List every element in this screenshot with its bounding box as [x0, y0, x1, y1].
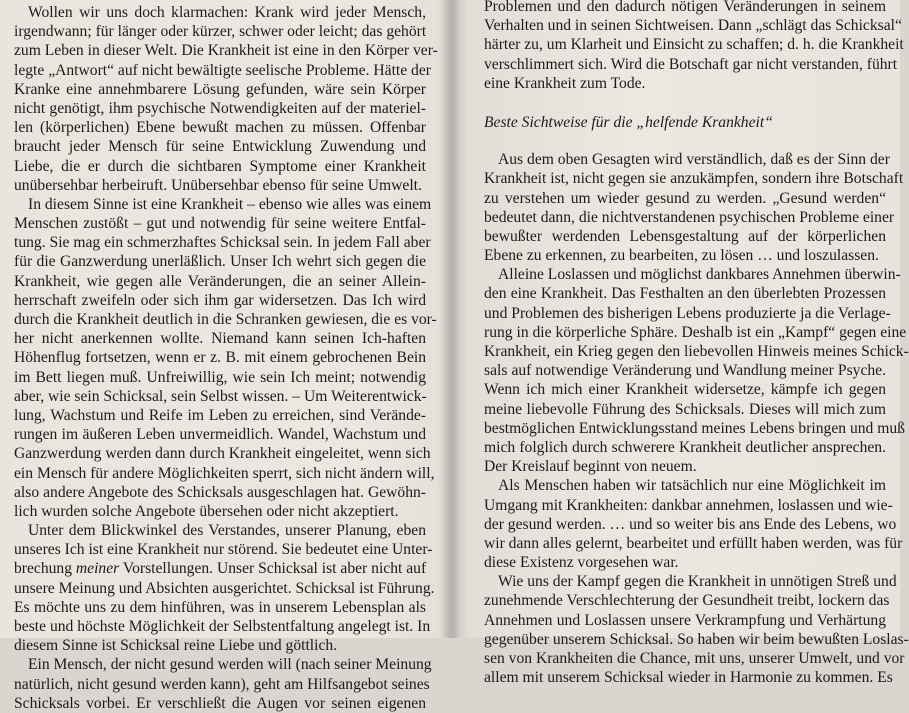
text-line: verschlimmert sich. Wird die Botschaft gar nicht verstanden, führt — [484, 55, 898, 73]
text-line: Ganzwerdung werden dann durch Krankheit eingeleitet, wenn sich — [14, 445, 431, 463]
text-line: tung. Sie mag ein schmerzhaftes Schicksal sein. In jedem Fall aber — [14, 234, 431, 252]
text-line: und Problemen des bisherigen Lebens produzierte ja die Verlage- — [484, 304, 891, 322]
text-line: Menschen zustößt – gut und notwendig für seine weitere Entfal- — [14, 215, 426, 233]
book-gutter — [438, 0, 460, 638]
text-line: aber, wie sein Schicksal, sein Selbst wissen. – Um Weiterentwick- — [14, 387, 427, 405]
text-line: Wollen wir uns doch klarmachen: Krank wird jeder Mensch, — [28, 4, 426, 21]
text-line: bedeutet dann, die nichtverstandenen psychischen Probleme einer — [484, 208, 895, 226]
text-line: unsere Meinung und Absichten ausgerichtet. Schicksal ist Führung. — [14, 579, 435, 597]
text-line: Krankheit, ein Krieg gegen den liebevollen Hinweis meines Schick- — [484, 343, 909, 360]
text-line: allem mit unserem Schicksal wieder in Harmonie zu kommen. Es — [484, 669, 893, 687]
text-line: Liebe, die er durch die sichtbaren Symptome einer Krankheit — [14, 157, 426, 175]
right-page-text-top — [484, 0, 904, 93]
text-line: legte „Antwort“ auf nicht bewältigte seelische Probleme. Hätte der — [14, 61, 431, 79]
text-line: her nicht anerkennen wollte. Niemand kann seinen Ich-haften — [14, 330, 426, 348]
text-line: rungen im äußeren Leben unvermeidlich. Wandel, Wachstum und — [14, 426, 426, 444]
text-line: Es möchte uns zu dem hinführen, was in unserem Lebensplan als — [14, 598, 426, 616]
text-line: Annehmen und Loslassen unsere Verkrampfung und Verhärtung — [484, 611, 886, 629]
left-page — [14, 0, 438, 712]
text-line: Höhenflug fortsetzen, wenn er z. B. mit einem gebrochenen Bein — [14, 349, 426, 367]
text-line: Verhalten und in seinen Sichtweisen. Dann „schlägt das Schicksal“ — [484, 17, 902, 35]
text-line: zu verstehen um wieder gesund zu werden. „Gesund werden“ — [484, 189, 886, 207]
text-line: len (körperlichen) Ebene bewußt machen zu müssen. Offenbar — [14, 119, 426, 137]
text-line: Ein Mensch, der nicht gesund werden will (nach seiner Meinung — [28, 656, 432, 674]
text-line: Schicksals vorbei. Er verschließt die Augen vor seinen eigenen — [14, 694, 426, 712]
text-line: unübersehbar herbeiruft. Unübersehbar ebenso für seine Umwelt. — [14, 176, 422, 194]
text-line: für die Ganzwerdung unerläßlich. Unser Ich wehrt sich gegen die — [14, 253, 426, 271]
text-line: Aus dem oben Gesagten wird verständlich, daß es der Sinn der — [498, 151, 890, 169]
text-line: zum Leben in dieser Welt. Die Krankheit ist eine in den Körper ver- — [14, 42, 438, 60]
text-line: rung in die körperliche Sphäre. Deshalb ist ein „Kampf“ gegen eine — [484, 323, 907, 341]
text-line: In diesem Sinne ist eine Krankheit – ebenso wie alles was einem — [28, 195, 432, 213]
text-line: Unter dem Blickwinkel des Verstandes, unserer Planung, eben — [28, 522, 426, 540]
text-line: durch die Krankheit deutlich in die Schranken gewiesen, die es vor- — [14, 311, 437, 328]
text-line: natürlich, nicht gesund werden kann), geht am Hilfsangebot seines — [14, 675, 430, 693]
text-line: nicht genötigt, ihm psychische Notwendigkeiten auf der materiel- — [14, 99, 426, 117]
text-fragment: Vorstellungen. Unser Schicksal ist aber nicht auf — [119, 560, 427, 578]
text-line: meine liebevolle Führung des Schicksals. Dieses will mich zum — [484, 400, 886, 418]
text-line: eine Krankheit zum Tode. — [484, 74, 646, 92]
right-page — [484, 0, 909, 687]
text-line: braucht jeder Mensch für seine Entwicklung Zuwendung und — [14, 138, 426, 156]
right-page-text-bottom — [484, 150, 909, 687]
emphasized-word: meiner — [75, 560, 120, 578]
left-page-text — [14, 0, 438, 713]
text-line: Alleine Loslassen und möglichst dankbares Annehmen überwin- — [498, 266, 901, 284]
text-line: gegenüber unserem Schicksal. So haben wir beim bewußten Loslas- — [484, 630, 909, 648]
text-line: bestmöglichen Entwicklungsstand meines Lebens bringen und muß — [484, 419, 905, 437]
section-heading: Beste Sichtweise für die „helfende Krankheit“ — [484, 113, 773, 131]
text-line: bewußter werdenden Lebensgestaltung auf der körperlichen — [484, 227, 886, 245]
text-line: zunehmende Verschlechterung der Gesundheit treibt, lockern das — [484, 592, 890, 610]
text-line: sals auf notwendige Veränderung und Wandlung meiner Psyche. — [484, 362, 886, 380]
text-line: Umgang mit Krankheiten: dankbar annehmen, loslassen und wie- — [484, 496, 893, 514]
text-line: Problemen und den dadurch nötigen Veränderungen in seinem — [484, 0, 886, 15]
text-line: irgendwann; für länger oder kürzer, schwer oder leicht; das gehört — [14, 23, 427, 41]
text-line: diese Existenz vorgesehen war. — [484, 554, 679, 572]
text-line: beste und höchste Möglichkeit der Selbstentfaltung angelegt ist. In — [14, 618, 431, 635]
text-line: im Bett liegen muß. Unfreiwillig, wie sein Ich meint; notwendig — [14, 368, 426, 386]
text-line: also andere Angebote des Schicksals ausgeschlagen hat. Gewöhn- — [14, 483, 426, 501]
text-fragment: brechung — [14, 560, 76, 578]
text-line: härter zu, um Klarheit und Einsicht zu schaffen; d. h. die Krankheit — [484, 36, 904, 54]
text-line: herrschaft zweifeln oder sich ihm gar widersetzen. Das Ich wird — [14, 291, 426, 309]
text-line: Wie uns der Kampf gegen die Krankheit in unnötigen Streß und — [498, 573, 897, 591]
text-line: lung, Wachstum und Reife im Leben zu erreichen, sind Verände- — [14, 406, 426, 424]
text-line: der gesund werden. … und so weiter bis ans Ende des Lebens, wo — [484, 515, 897, 533]
text-line: wir dann alles gelernt, bearbeitet und erfüllt haben werden, was für — [484, 534, 903, 552]
text-line: sen von Krankheiten die Chance, mit uns, unserer Umwelt, und vor — [484, 650, 905, 667]
text-line: Krankheit, wie gegen alle Veränderungen, die an seiner Allein- — [14, 272, 426, 290]
text-line: diesem Sinne ist Schicksal reine Liebe und göttlich. — [14, 637, 338, 655]
text-line: Der Kreislauf beginnt von neuem. — [484, 458, 697, 476]
text-line: lich wurden solche Angebote übersehen oder nicht akzeptiert. — [14, 502, 399, 520]
text-line: Wenn ich mich einer Krankheit widersetze, kämpfe ich gegen — [484, 381, 886, 399]
text-line: Kranke eine annehmbarere Lösung gefunden, wäre sein Körper — [14, 80, 426, 98]
text-line: Als Menschen haben wir tatsächlich nur eine Möglichkeit im — [498, 477, 886, 495]
text-line: mich folglich durch schwerere Krankheit deutlicher ansprechen. — [484, 438, 886, 456]
text-line — [14, 559, 426, 578]
text-line: den eine Krankheit. Das Festhalten an den überlebten Prozessen — [484, 285, 886, 303]
text-line: Ebene zu erkennen, zu bearbeiten, zu lösen … und loszulassen. — [484, 247, 879, 265]
text-line: unseres Ich ist eine Krankheit nur störend. Sie bedeutet eine Unter- — [14, 541, 433, 559]
text-line: Krankheit ist, nicht gegen sie anzukämpfen, sondern ihre Botschaft — [484, 170, 904, 188]
text-line: ein Mensch für andere Möglichkeiten sperrt, sich nicht ändern will, — [14, 464, 435, 482]
